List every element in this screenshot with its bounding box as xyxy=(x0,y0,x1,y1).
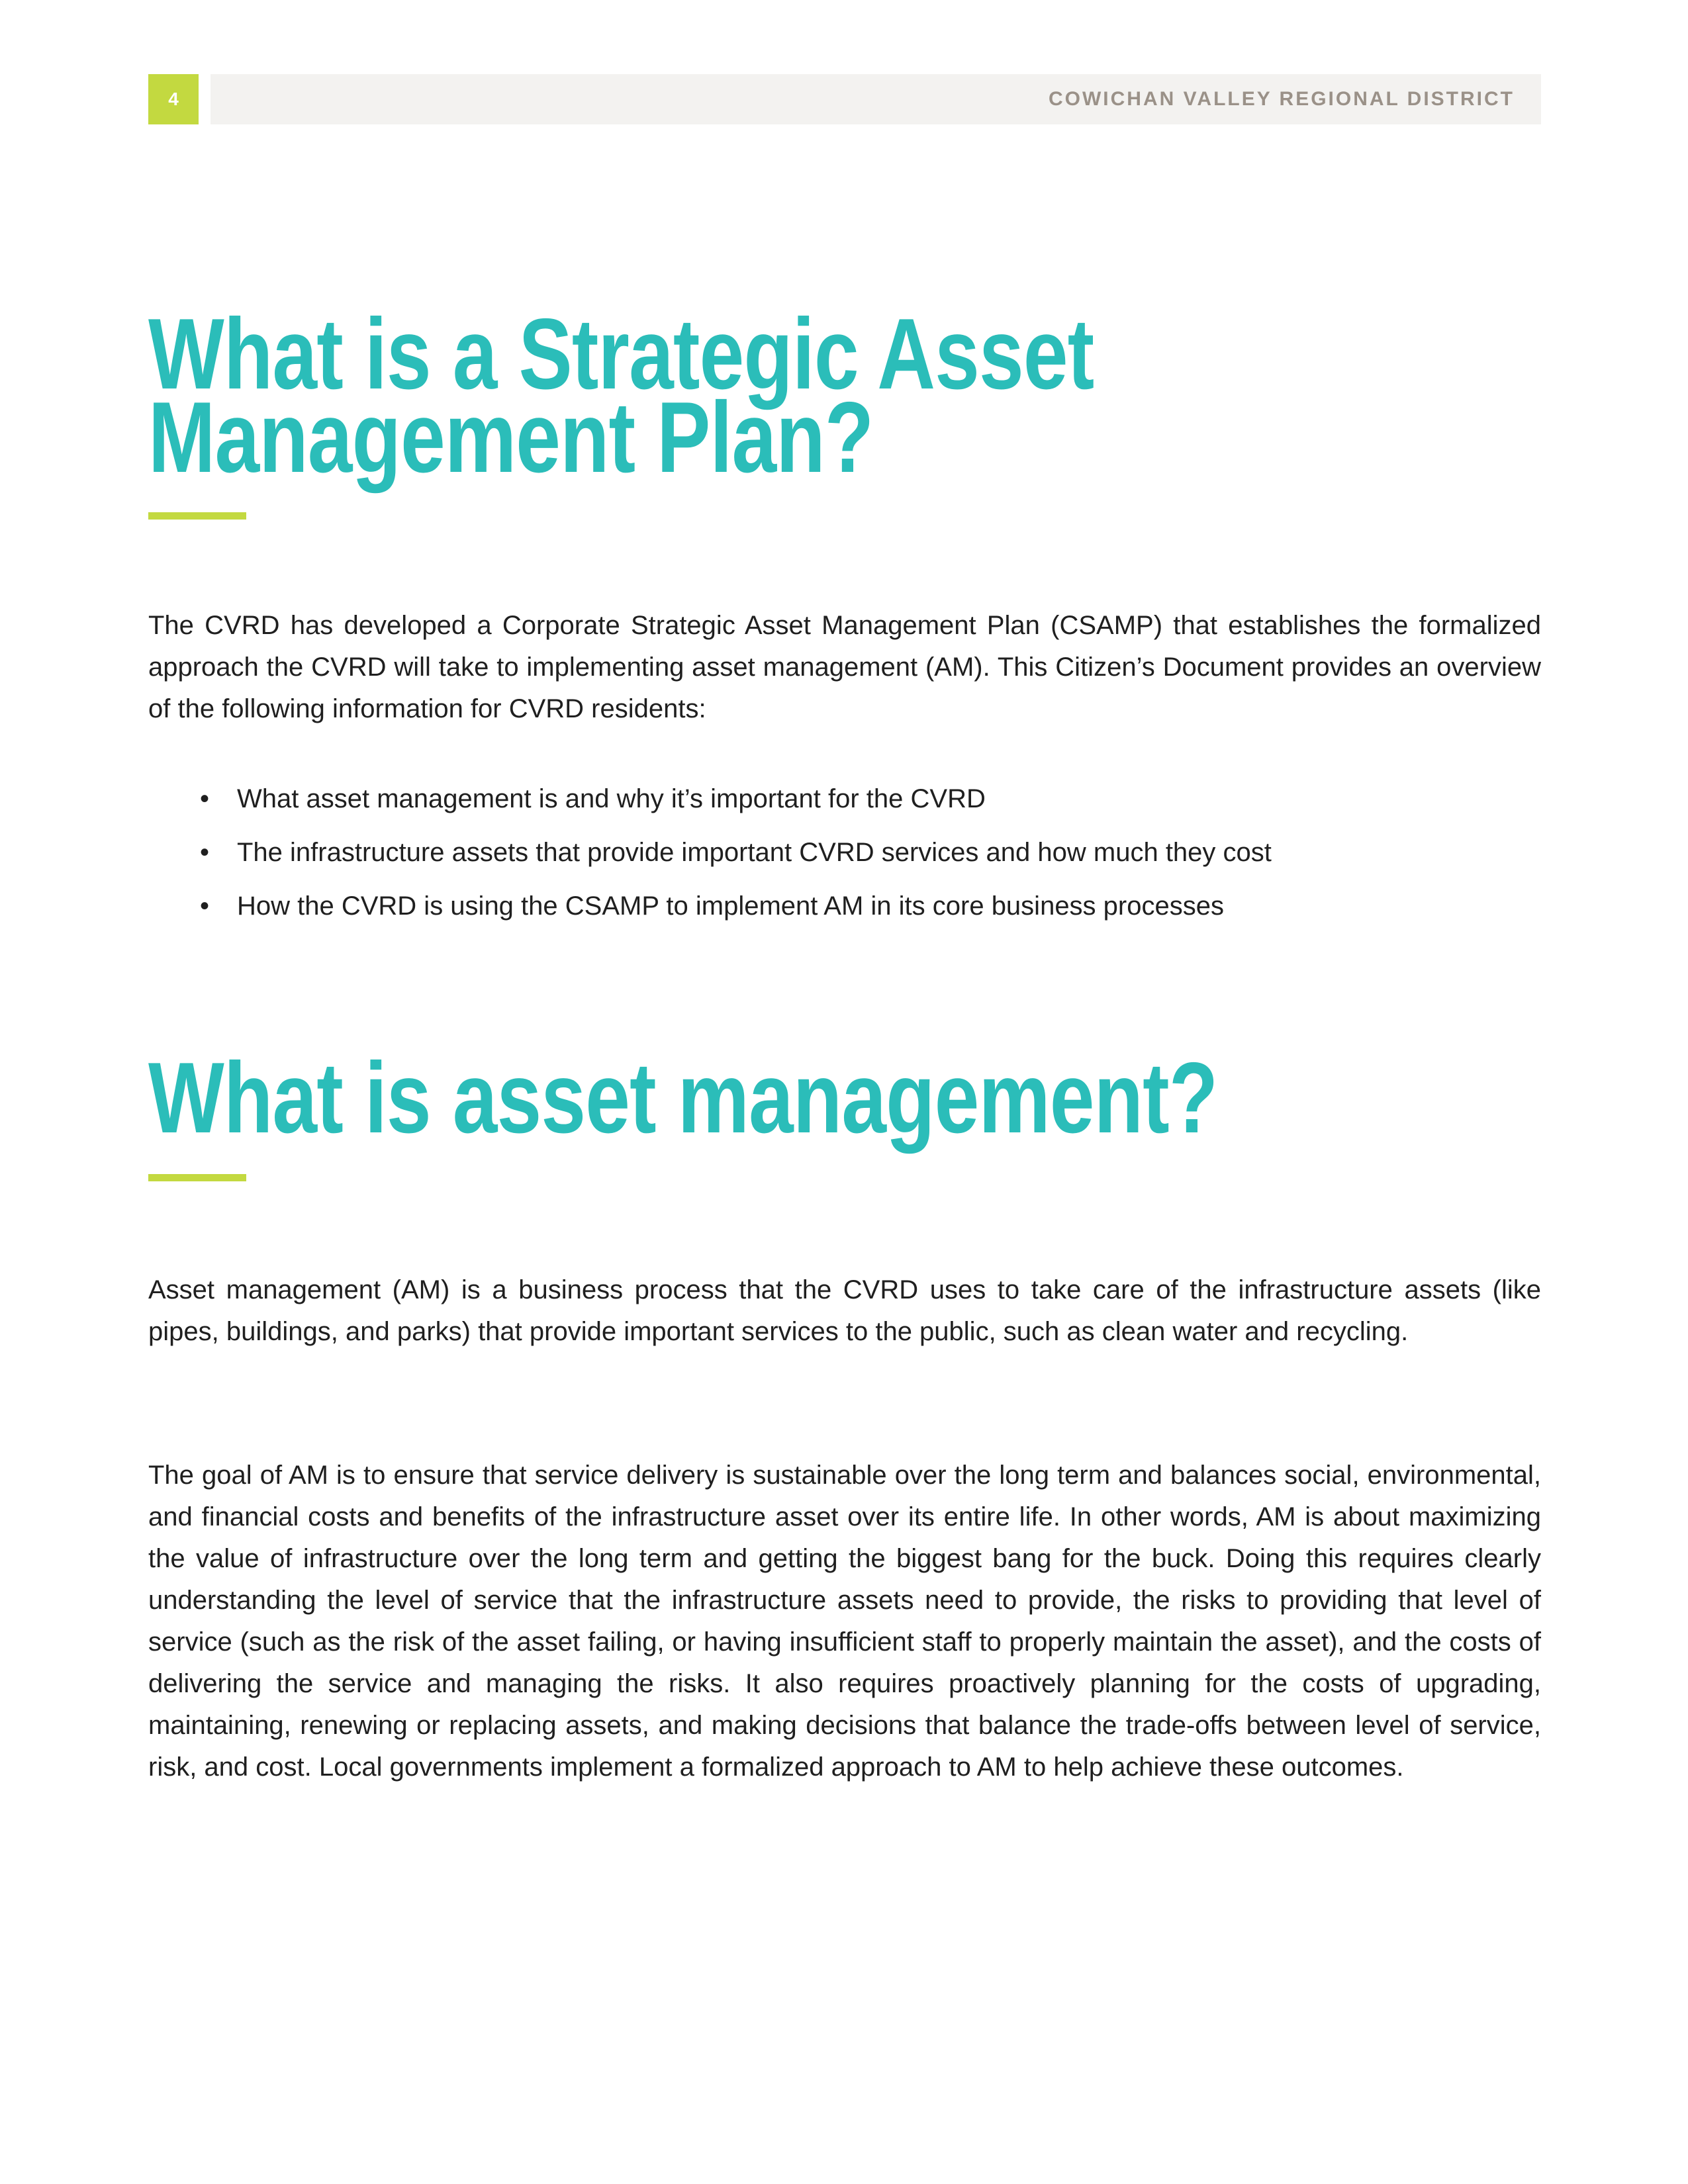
section-title-line-1: What is a Strategic Asset xyxy=(148,298,1094,410)
definition-paragraph: Asset management (AM) is a business process that the CVRD uses to take care of the infrastructure assets (like pipes, buildings, and parks) that provide important services to the public, such as clean water and recycling. xyxy=(148,1275,1541,1346)
section-title-line-2: Management Plan? xyxy=(148,381,874,494)
intro-paragraph: The CVRD has developed a Corporate Strategic Asset Management Plan (CSAMP) that establishes the formalized approach the CVRD will take to implementing asset management (AM). This Citizen’s Document provides an overview of the following information for CVRD residents: xyxy=(148,611,1541,723)
bullet-text: How the CVRD is using the CSAMP to implement AM in its core business processes xyxy=(237,891,1224,921)
bullet-icon: • xyxy=(200,784,210,813)
bullet-icon: • xyxy=(200,891,210,921)
bullet-text: What asset management is and why it’s important for the CVRD xyxy=(237,784,986,813)
section-title-strategic-asset-management-plan xyxy=(148,298,1094,494)
page-number-badge xyxy=(148,74,199,124)
bullet-text: The infrastructure assets that provide important CVRD services and how much they cost xyxy=(237,838,1272,867)
section-title-what-is-asset-management: What is asset management? xyxy=(148,1042,1218,1154)
organization-name: COWICHAN VALLEY REGIONAL DISTRICT xyxy=(1048,88,1515,110)
page-number: 4 xyxy=(168,89,179,109)
bullet-icon: • xyxy=(200,838,210,867)
list-item xyxy=(148,887,1541,940)
overview-bullet-list xyxy=(148,780,1541,940)
list-item xyxy=(148,780,1541,833)
title-accent-rule xyxy=(148,512,246,520)
title-accent-rule xyxy=(148,1174,246,1181)
goal-paragraph: The goal of AM is to ensure that service delivery is sustainable over the long term and balances social, environmental, and financial costs and benefits of the infrastructure asset over its entire life. In other words, AM is about maximizing the value of infrastructure over the long term and getting the biggest bang for the buck. Doing this requires clearly understanding the level of service that the infrastructure assets need to provide, the risks to providing that level of service (such as the risk of the asset failing, or having insufficient staff to properly maintain the asset), and the costs of delivering the service and managing the risks. It also requires proactively planning for the costs of upgrading, maintaining, renewing or replacing assets, and making decisions that balance the trade-offs between level of service, risk, and cost. Local governments implement a formalized approach to AM to help achieve these outcomes. xyxy=(148,1461,1541,1782)
list-item xyxy=(148,833,1541,887)
running-header-bar xyxy=(211,74,1541,124)
